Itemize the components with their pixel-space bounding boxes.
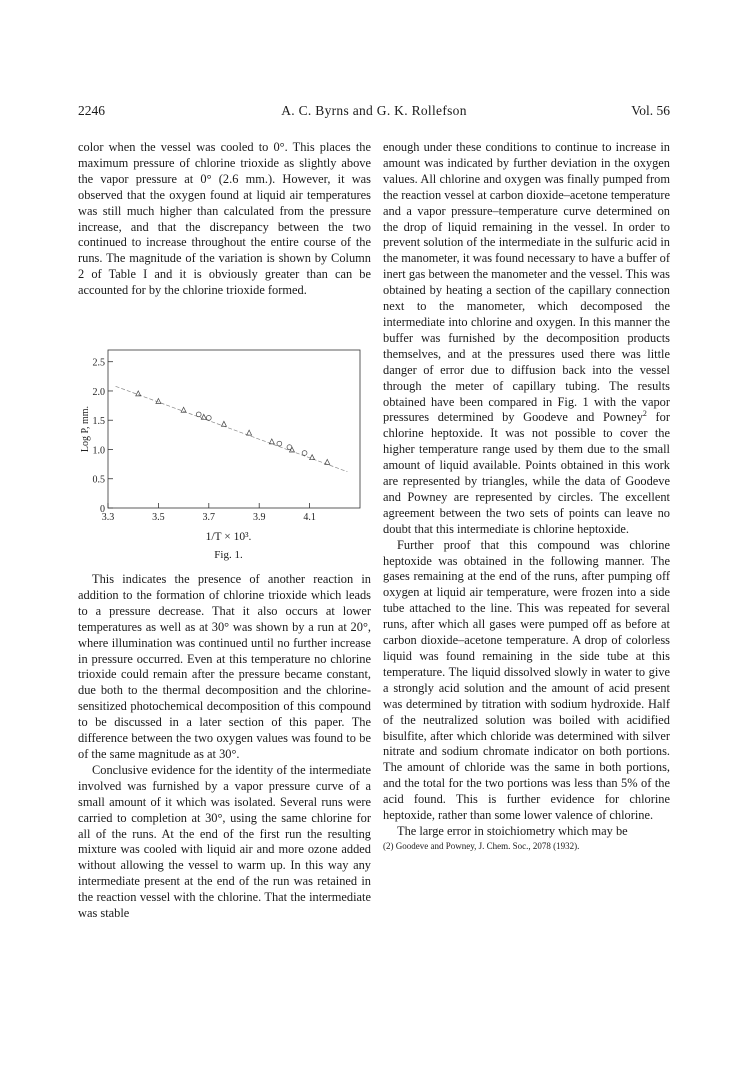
y-tick-label: 0 (100, 504, 105, 515)
data-point-circle (277, 441, 282, 446)
right-column (383, 140, 670, 852)
data-point-triangle (269, 439, 274, 444)
fit-line (116, 386, 348, 471)
running-header (78, 103, 670, 121)
x-axis-label: 1/T × 10³. (205, 531, 252, 543)
data-point-triangle (136, 391, 141, 396)
x-tick-label: 3.7 (202, 512, 216, 523)
x-tick-label: 3.9 (252, 512, 266, 523)
data-point-circle (196, 412, 201, 417)
data-point-triangle (221, 421, 226, 426)
figure-caption: Fig. 1. (214, 549, 243, 561)
paragraph: color when the vessel was cooled to 0°. This places the maximum pressure of chlorine trioxide as slightly above the vapor pressure at 0° (2.6 mm.). However, it was observed that the oxygen found at liquid air temperatures was still much higher than calculated from the pressure increase, and that the discrepancy between the two continued to increase throughout the entire course of the runs. The magnitude of the variation is shown by Column 2 of Table I and it is obviously greater than can be accounted for by the chlorine trioxide formed. (78, 140, 371, 298)
footnote-ref: 2 (642, 409, 647, 419)
y-tick-label: 2.5 (92, 357, 105, 369)
data-point-triangle (247, 430, 252, 435)
paragraph: Further proof that this compound was chlorine heptoxide was obtained in the following manner. The gases remaining at the end of the runs, after pumping off oxygen at liquid air temperature, were frozen into a side tube attached to the line. This was repeated for several runs, after which all gases were pumped off as before at carbon dioxide–acetone temperature. A drop of colorless liquid was found remaining in the side tube at this temperature. The liquid dissolved slowly in water to give a strongly acid solution and the amount of acid present was determined by titration with sodium hydroxide. Half of the neutralized solution was boiled with acidified bisulfite, after which chloride was determined with silver nitrate and sodium chromate indicator on both portions. The amount of chloride was the same in both portions, and the total for the two portions was less than 5% of the acid found. This is further evidence for chlorine heptoxide, rather than some lower valence of chlorine. (383, 537, 670, 823)
left-column-bottom (78, 572, 371, 922)
paragraph: The large error in stoichiometry which may be (397, 823, 628, 838)
volume-label: Vol. 56 (631, 103, 670, 118)
paragraph-text: enough under these conditions to continue to increase in amount was indicated by further deviation in the oxygen values. All chlorine and oxygen was finally pumped from the reaction vessel at carbon dioxide–acetone temperature and a vapor pressure–temperature curve determined on the drop of liquid remaining in the vessel. In order to prevent solution of the intermediate in the sulfuric acid in the manometer, it was found necessary to have a buffer of inert gas between the manometer and the vessel. This was obtained by heating a section of the capillary connection next to the manometer, which decomposed the intermediate into chlorine and oxygen. In this manner the buffer was furnished by the decomposition products themselves, and at the pressures used there was little danger of error due to diffusion back into the vessel through the meter of capillary tubing. The results obtained have been compared in Fig. 1 with the vapor pressures determined by Goodeve and Powney (383, 140, 670, 425)
data-point-circle (287, 445, 292, 450)
data-point-triangle (310, 455, 315, 460)
y-axis-label: Log P, mm. (80, 405, 91, 453)
paragraph: This indicates the presence of another reaction in addition to the formation of chlorine trioxide which leads to a pressure decrease. That it also occurs at lower temperatures as well as at 30° was shown by a run at 20°, where illumination was continued until no further increase in pressure occurred. Even at this temperature no chlorine trioxide could remain after the pressure became constant, due both to the thermal decomposition and the chlorine-sensitized photochemical decomposition of this compound to be discussed in a later section of this paper. The difference between the two oxygen values was found to be of the same magnitude as at 30°. (78, 572, 371, 761)
y-tick-label: 1.0 (92, 445, 105, 457)
data-point-circle (206, 415, 211, 420)
figure-1 (78, 345, 371, 570)
running-head-authors: A. C. Byrns and G. K. Rollefson (281, 103, 467, 118)
x-tick-label: 3.5 (152, 512, 165, 523)
data-point-triangle (156, 398, 161, 403)
data-point-circle (302, 451, 307, 456)
paragraph-text: for chlorine heptoxide. It was not possible to cover the higher temperature range used by them due to the small amount of liquid available. Points obtained in this work are represented by triangles, while the data of Goodeve and Powney are represented by circles. The excellent agreement between the two sets of points can leave no doubt that this intermediate is chlorine heptoxide. (383, 410, 670, 536)
footnote: (2) Goodeve and Powney, J. Chem. Soc., 2078 (1932). (383, 840, 580, 851)
left-column-top (78, 140, 371, 299)
page-number: 2246 (78, 103, 105, 118)
paragraph: Conclusive evidence for the identity of the intermediate involved was furnished by a vapor pressure curve of a small amount of it which was isolated. Several runs were carried to completion at 30°, using the same chlorine for all of the runs. At the end of the first run the resulting mixture was cooled with liquid air and more ozone added without allowing the vessel to warm up. In this way any intermediate present at the end of the run was retained in the reaction vessel with the chlorine. That the intermediate was stable (78, 762, 371, 921)
paragraph (383, 140, 670, 538)
y-tick-label: 0.5 (92, 474, 105, 486)
x-tick-label: 4.1 (303, 512, 316, 523)
y-tick-label: 2.0 (92, 386, 105, 398)
vapor-pressure-chart (78, 345, 371, 535)
plot-frame (108, 350, 360, 508)
x-tick-label: 3.3 (101, 512, 115, 523)
y-tick-label: 1.5 (92, 416, 105, 428)
data-point-triangle (325, 459, 330, 464)
